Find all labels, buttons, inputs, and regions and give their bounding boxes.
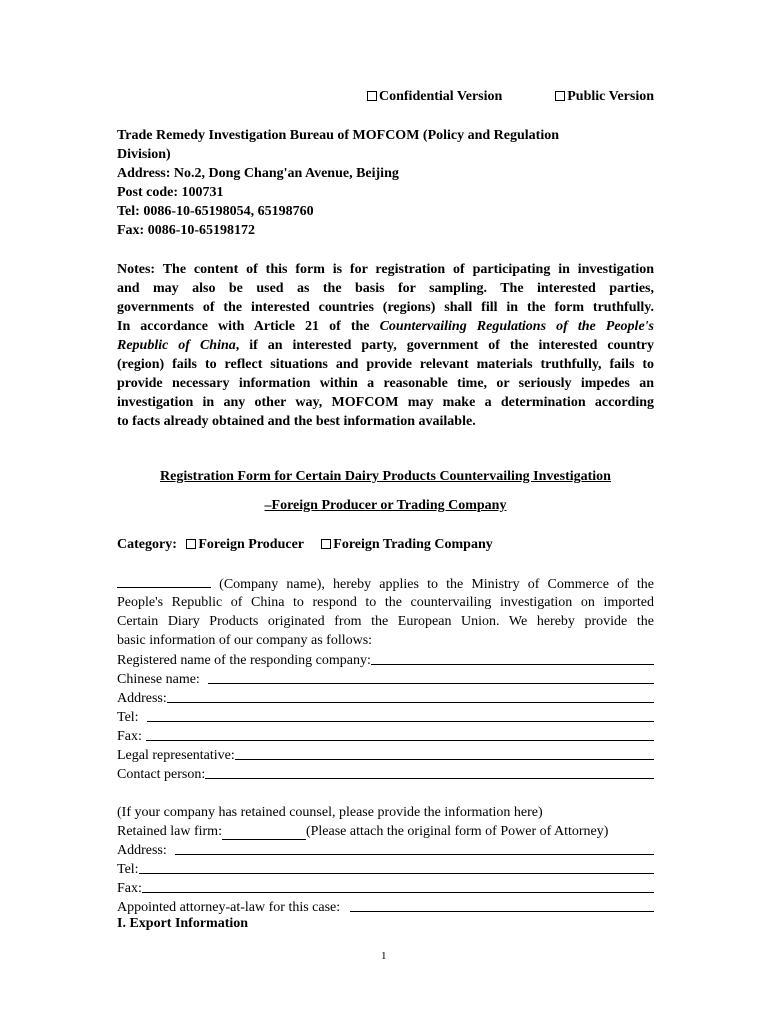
address-line: Division) (117, 147, 171, 162)
page-number: 1 (381, 950, 387, 962)
field-address (117, 688, 654, 707)
field-label: Address: (117, 691, 167, 706)
field-input-line[interactable] (235, 758, 654, 760)
field-input-line[interactable] (222, 826, 306, 840)
field-label: Legal representative: (117, 748, 235, 763)
confidential-version-label: Confidential Version (379, 89, 503, 104)
checkbox-icon[interactable] (367, 91, 377, 101)
field-counsel-address (117, 840, 654, 859)
field-label: Fax: (117, 881, 142, 896)
form-subtitle: –Foreign Producer or Trading Company (264, 498, 507, 513)
intro-line: Certain Diary Products originated from the European Union. We hereby provide the (117, 614, 654, 629)
field-attorney (117, 897, 654, 916)
notes-line (117, 336, 654, 355)
field-input-line[interactable] (350, 910, 654, 912)
intro-line: basic information of our company as follows: (117, 633, 373, 648)
address-line: Tel: 0086-10-65198054, 65198760 (117, 204, 314, 219)
field-counsel-fax (117, 878, 654, 897)
foreign-trading-company-option[interactable] (321, 537, 492, 552)
company-fields (117, 650, 654, 783)
checkbox-icon[interactable] (321, 539, 331, 549)
field-contact-person (117, 764, 654, 783)
foreign-trading-company-label: Foreign Trading Company (333, 537, 493, 552)
field-input-line[interactable] (371, 663, 654, 665)
notes-line: investigation in any other way, MOFCOM may make a determination according (117, 395, 654, 410)
field-label: Tel: (117, 710, 139, 725)
address-line: Post code: 100731 (117, 185, 224, 200)
field-input-line[interactable] (147, 720, 654, 722)
version-selector (117, 89, 654, 108)
regulation-title: Republic of China (117, 338, 236, 353)
checkbox-icon[interactable] (186, 539, 196, 549)
form-title: Registration Form for Certain Dairy Products Countervailing Investigation (160, 469, 611, 484)
public-version-option[interactable] (555, 89, 654, 105)
field-input-line[interactable] (208, 682, 654, 684)
foreign-producer-label: Foreign Producer (198, 537, 304, 552)
field-fax (117, 726, 654, 745)
notes-text: , if an interested party, government of the interested country (235, 338, 654, 353)
category-selector (117, 537, 493, 553)
regulation-title: Countervailing Regulations of the People's (379, 319, 654, 334)
category-label: Category: (117, 537, 177, 552)
field-label: Address: (117, 843, 167, 858)
counsel-fields (117, 802, 654, 916)
confidential-version-option[interactable] (367, 89, 502, 105)
intro-text: (Company name), hereby applies to the Ministry of Commerce of the (219, 577, 655, 592)
field-law-firm (117, 821, 654, 840)
field-chinese-name (117, 669, 654, 688)
field-label: Registered name of the responding company: (117, 653, 371, 668)
field-input-line[interactable] (142, 891, 654, 893)
field-input-line[interactable] (139, 872, 654, 874)
field-counsel-tel (117, 859, 654, 878)
notes-paragraph (117, 260, 654, 431)
field-input-line[interactable] (205, 777, 654, 779)
checkbox-icon[interactable] (555, 91, 565, 101)
address-line: Trade Remedy Investigation Bureau of MOFCOM (Policy and Regulation (117, 128, 560, 143)
notes-text: In accordance with Article 21 of the (117, 319, 370, 334)
foreign-producer-option[interactable] (186, 537, 303, 552)
notes-line: to facts already obtained and the best information available. (117, 414, 476, 429)
notes-line: provide necessary information within a reasonable time, or seriously impedes an (117, 376, 654, 391)
address-line: Address: No.2, Dong Chang'an Avenue, Beijing (117, 166, 399, 181)
public-version-label: Public Version (567, 89, 654, 104)
field-legal-representative (117, 745, 654, 764)
intro-line (117, 574, 654, 593)
field-label: Fax: (117, 729, 142, 744)
notes-line: (region) fails to reflect situations and provide relevant materials truthfully, fails to (117, 357, 654, 372)
address-line: Fax: 0086-10-65198172 (117, 223, 256, 238)
field-label: Retained law firm: (117, 824, 222, 839)
field-label: Tel: (117, 862, 139, 877)
field-tel (117, 707, 654, 726)
section-heading: I. Export Information (117, 916, 249, 931)
notes-line: Notes: The content of this form is for registration of participating in investigation (117, 262, 654, 277)
notes-line (117, 317, 654, 336)
notes-line: governments of the interested countries (regions) shall fill in the form truthfully. (117, 300, 654, 315)
intro-line: People's Republic of China to respond to the countervailing investigation on imported (117, 595, 654, 610)
field-label: Contact person: (117, 767, 206, 782)
counsel-note (117, 802, 654, 821)
field-label: Chinese name: (117, 672, 200, 687)
bureau-address-block (117, 126, 654, 240)
company-name-blank[interactable] (117, 574, 211, 588)
field-note: (Please attach the original form of Power of Attorney) (305, 824, 609, 839)
intro-paragraph (117, 574, 654, 650)
field-label: Appointed attorney-at-law for this case: (117, 900, 341, 915)
field-input-line[interactable] (167, 701, 654, 703)
counsel-note-text: (If your company has retained counsel, please provide the information here) (117, 805, 543, 820)
notes-line: and may also be used as the basis for sampling. The interested parties, (117, 281, 654, 296)
field-registered-name (117, 650, 654, 669)
field-input-line[interactable] (175, 853, 654, 855)
field-input-line[interactable] (146, 739, 654, 741)
